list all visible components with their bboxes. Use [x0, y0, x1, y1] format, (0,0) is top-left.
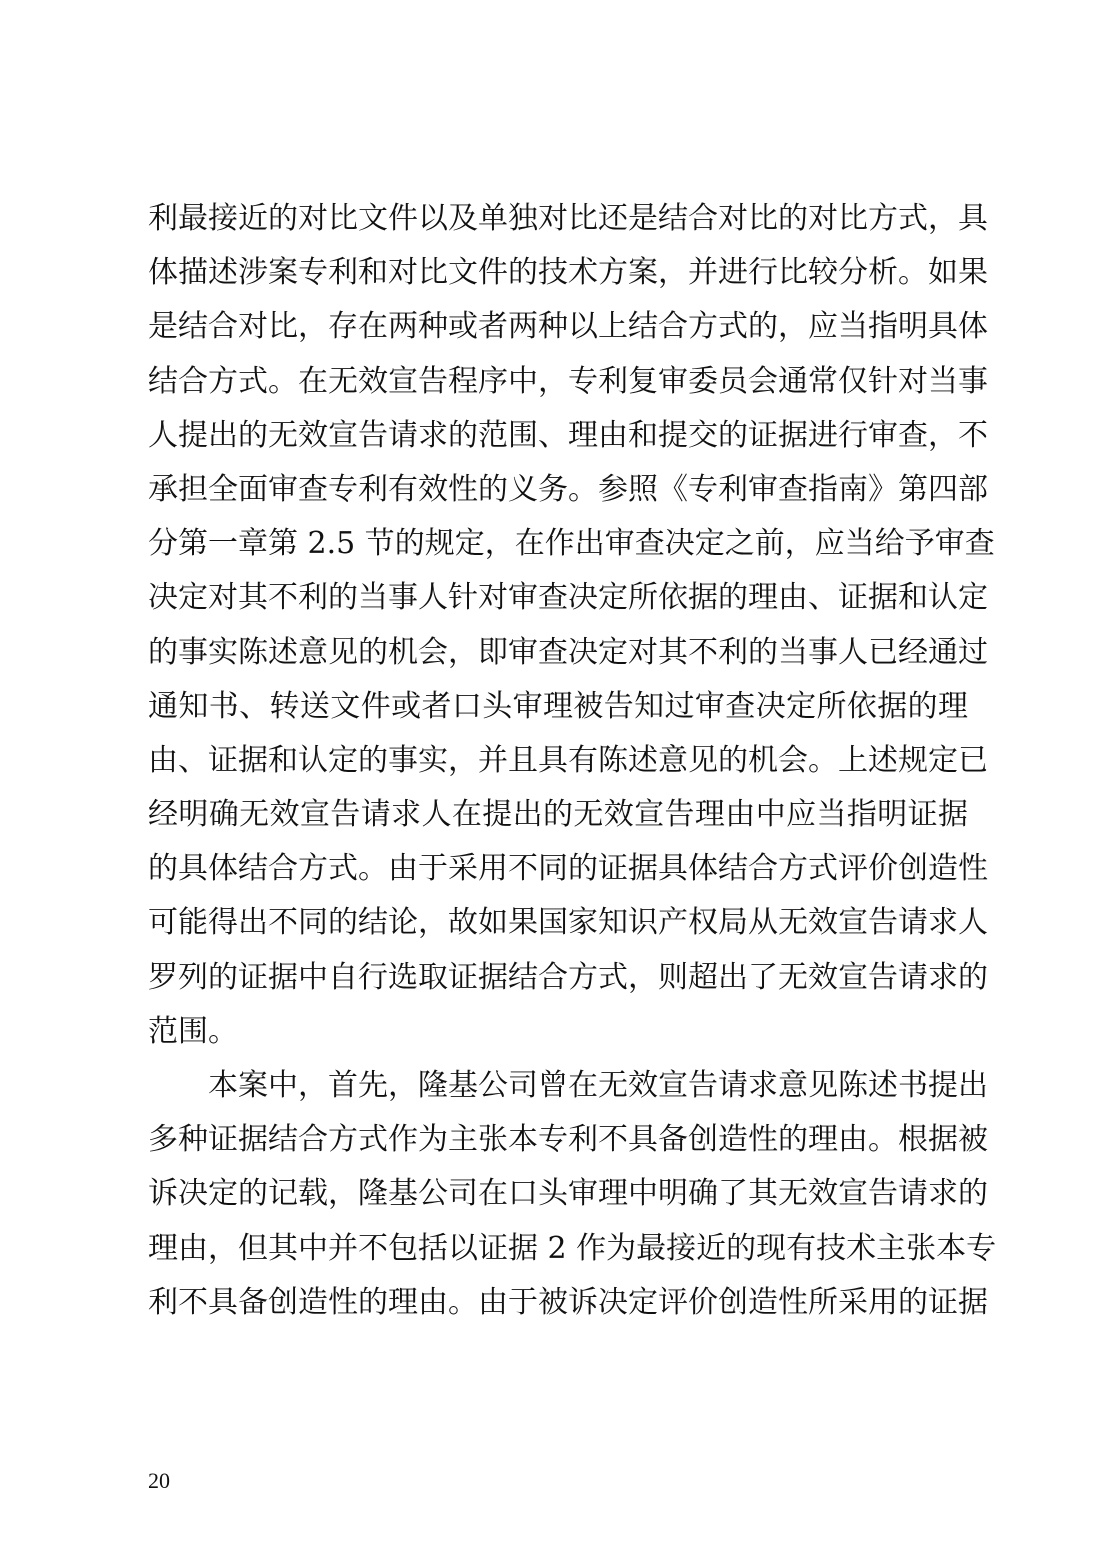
text-line: 由、证据和认定的事实，并且具有陈述意见的机会。上述规定已 — [148, 742, 988, 778]
text-line: 理由，但其中并不包括以证据 2 作为最接近的现有技术主张本专 — [148, 1230, 997, 1266]
body-text — [148, 192, 997, 1330]
text-line: 多种证据结合方式作为主张本专利不具备创造性的理由。根据被 — [148, 1122, 988, 1158]
text-line: 决定对其不利的当事人针对审查决定所依据的理由、证据和认定 — [148, 580, 988, 616]
text-line: 利不具备创造性的理由。由于被诉决定评价创造性所采用的证据 — [148, 1284, 988, 1320]
text-line: 通知书、转送文件或者口头审理被告知过审查决定所依据的理 — [148, 688, 968, 724]
text-line: 本案中，首先，隆基公司曾在无效宣告请求意见陈述书提出 — [208, 1068, 988, 1103]
text-line: 范围。 — [148, 1013, 238, 1049]
text-line: 人提出的无效宣告请求的范围、理由和提交的证据进行审查，不 — [148, 417, 988, 453]
text-line: 可能得出不同的结论，故如果国家知识产权局从无效宣告请求人 — [148, 905, 988, 941]
text-line: 罗列的证据中自行选取证据结合方式，则超出了无效宣告请求的 — [148, 959, 988, 995]
text-line: 诉决定的记载，隆基公司在口头审理中明确了其无效宣告请求的 — [148, 1176, 988, 1212]
text-line: 是结合对比，存在两种或者两种以上结合方式的，应当指明具体 — [148, 309, 988, 345]
text-line: 结合方式。在无效宣告程序中，专利复审委员会通常仅针对当事 — [148, 363, 988, 399]
paragraph-2 — [148, 1059, 997, 1330]
text-line: 承担全面审查专利有效性的义务。参照《专利审查指南》第四部 — [148, 471, 988, 507]
text-line: 利最接近的对比文件以及单独对比还是结合对比的对比方式，具 — [148, 201, 988, 236]
text-line: 经明确无效宣告请求人在提出的无效宣告理由中应当指明证据 — [148, 797, 968, 833]
text-line: 分第一章第 2.5 节的规定，在作出审查决定之前，应当给予审查 — [148, 526, 995, 562]
text-line: 的事实陈述意见的机会，即审查决定对其不利的当事人已经通过 — [148, 634, 988, 670]
text-line: 体描述涉案专利和对比文件的技术方案，并进行比较分析。如果 — [148, 255, 988, 291]
page-number: 20 — [148, 1468, 170, 1493]
paragraph-1 — [148, 192, 995, 1059]
text-line: 的具体结合方式。由于采用不同的证据具体结合方式评价创造性 — [148, 851, 988, 887]
